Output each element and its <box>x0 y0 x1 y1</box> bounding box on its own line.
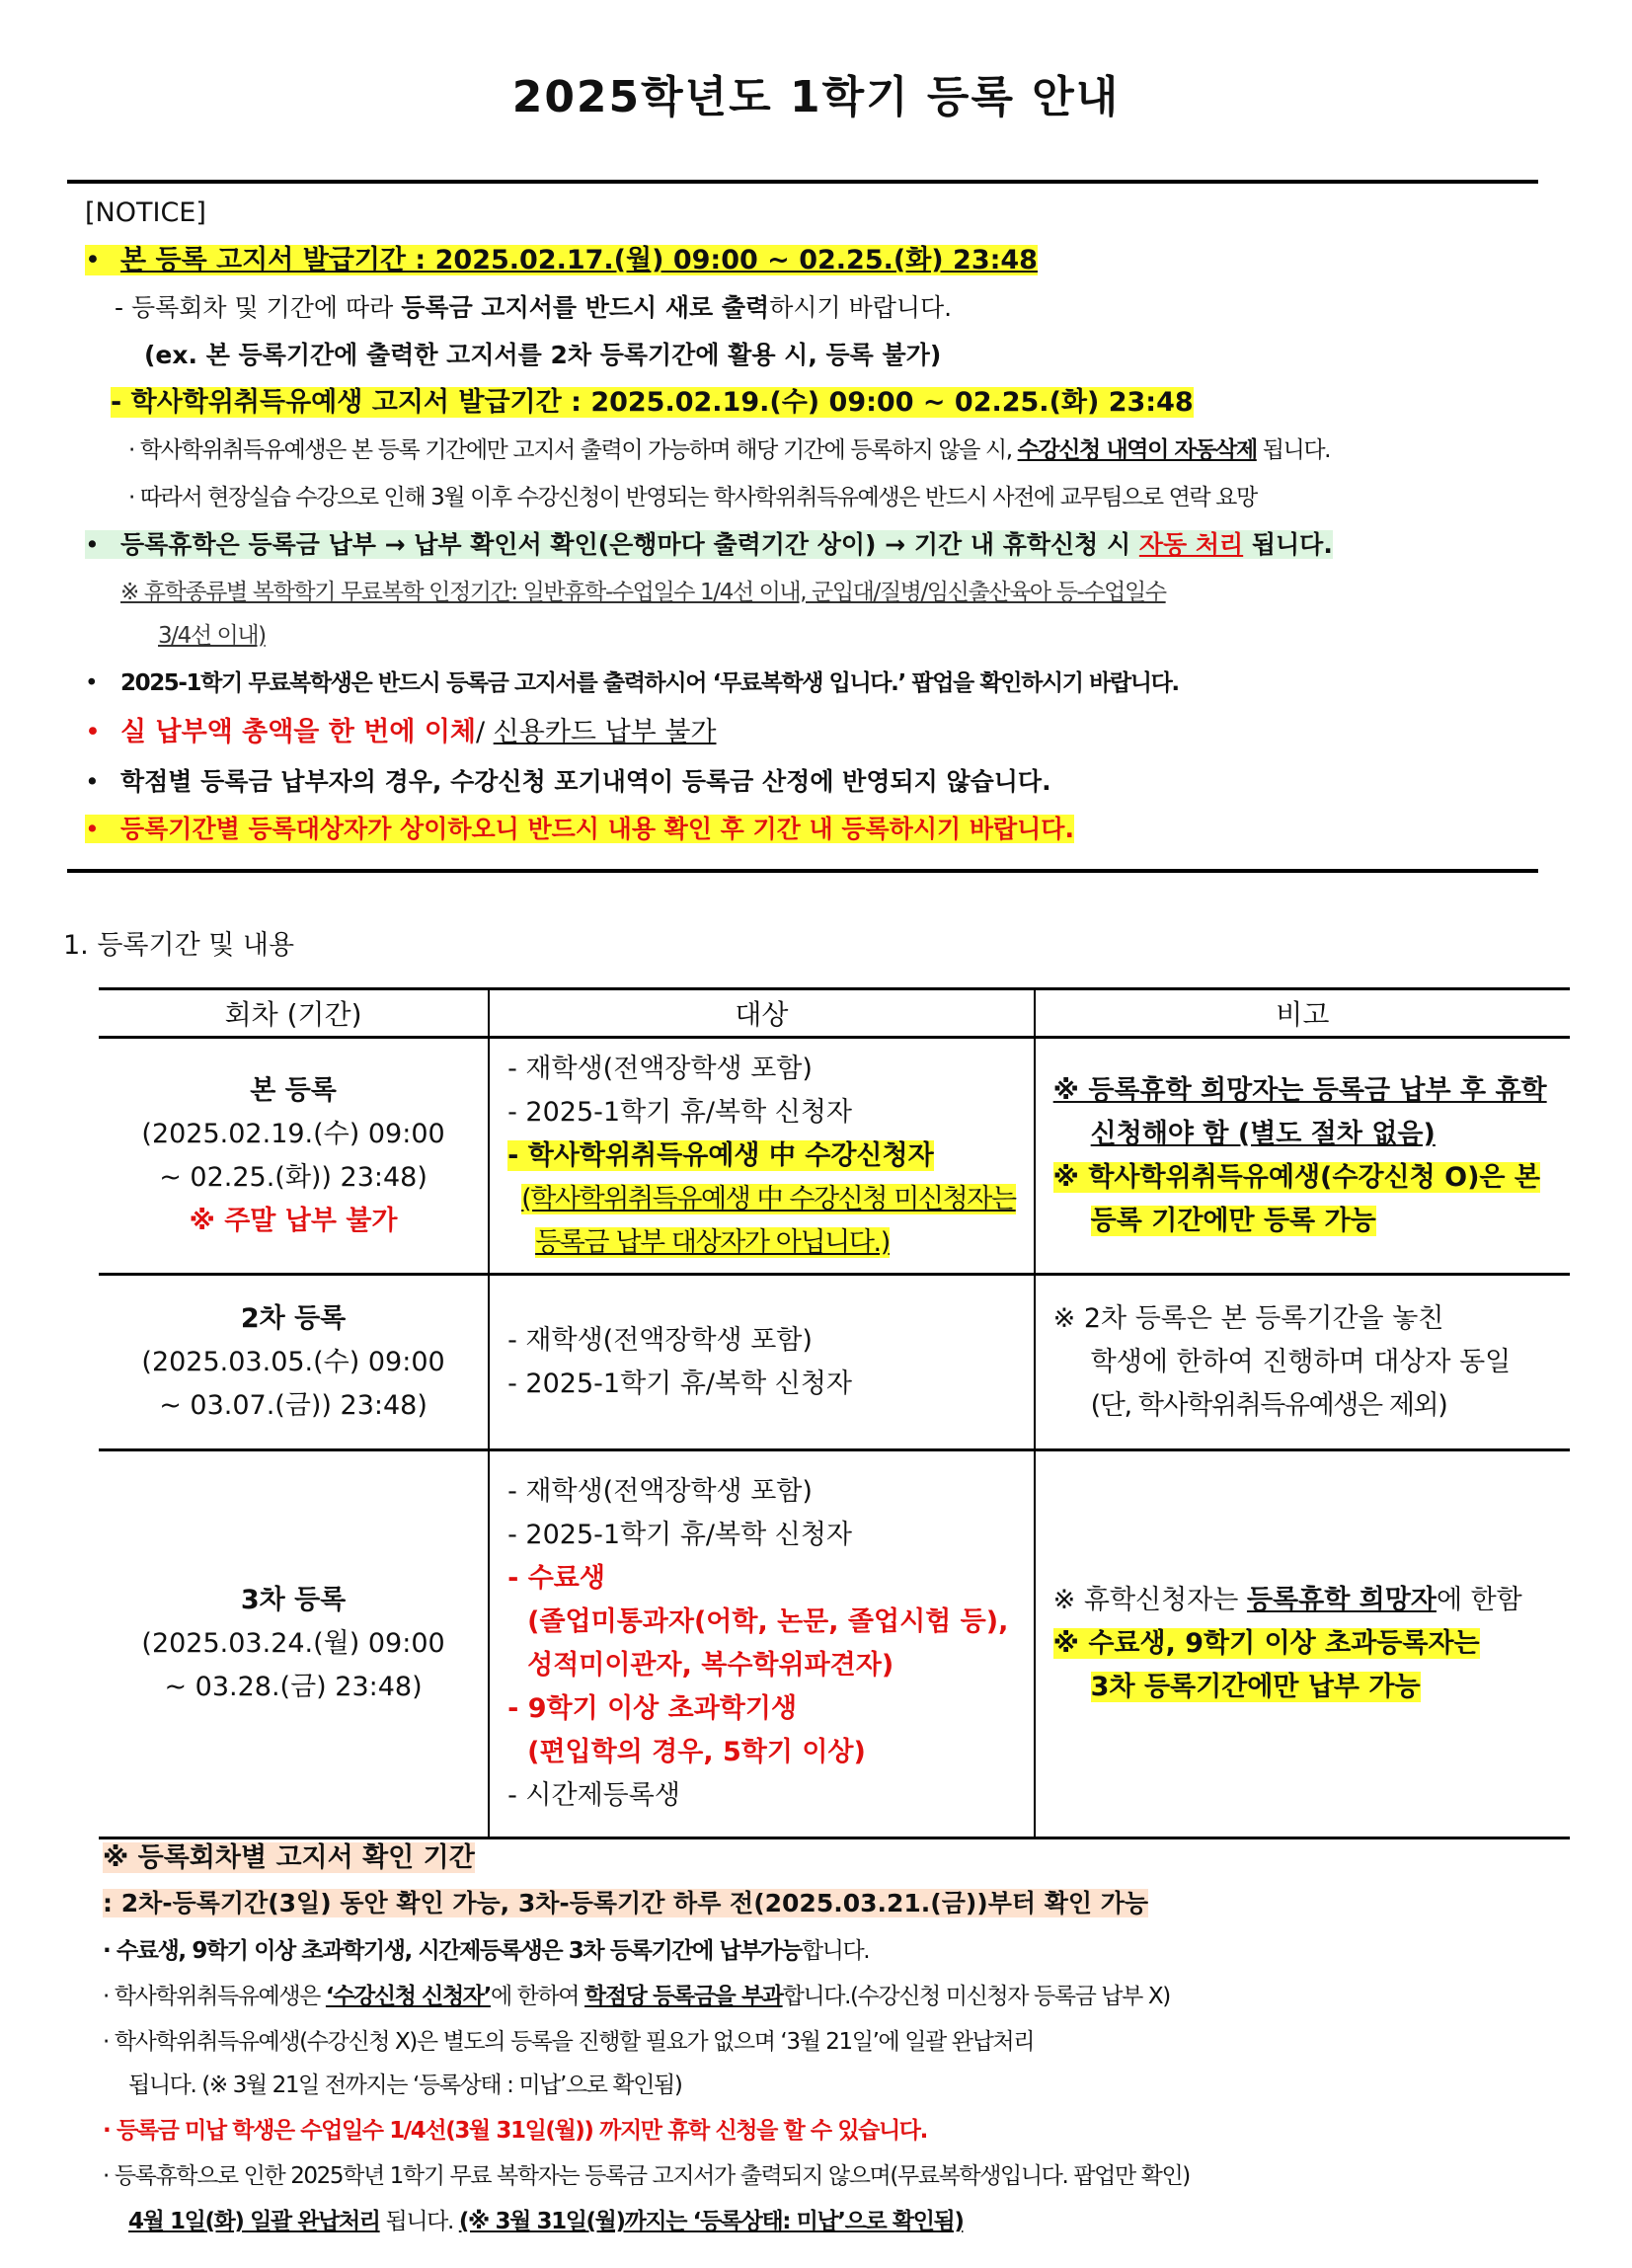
notice-example: (ex. 본 등록기간에 출력한 고지서를 2차 등록기간에 활용 시, 등록 불가) <box>144 341 942 369</box>
footer-note-completion: · 수료생, 9학기 이상 초과학기생, 시간제등록생은 3차 등록기간에 납부가능합니다. <box>103 1938 870 1964</box>
notice-deferral-note-1: · 학사학위취득유예생은 본 등록 기간에만 고지서 출력이 가능하며 해당 기간에 등록하지 않을 시, 수강신청 내역이 자동삭제 됩니다. <box>128 437 1331 463</box>
remarks-cell: ※ 휴학신청자는 등록휴학 희망자에 한함 ※ 수료생, 9학기 이상 초과등록자는 3차 등록기간에만 납부 가능 <box>1035 1450 1570 1838</box>
remarks-cell: ※ 2차 등록은 본 등록기간을 놓친 학생에 한하여 진행하며 대상자 동일 (단, 학사학위취득유예생은 제외) <box>1035 1275 1570 1450</box>
target-cell: - 재학생(전액장학생 포함) - 2025-1학기 휴/복학 신청자 - 학사학위취득유예생 中 수강신청자 (학사학위취득유예생 中 수강신청 미신청자는 등록금 납부 대상자가 아닙니다.) <box>489 1038 1035 1275</box>
notice-free-return-note: ※ 휴학종류별 복학학기 무료복학 인정기간: 일반휴학-수업일수 1/4선 이내, 군입대/질병/임신출산육아 등-수업일수 <box>120 580 1166 605</box>
period-cell: 3차 등록 (2025.03.24.(월) 09:00 ~ 03.28.(금) 23:48) <box>99 1450 489 1838</box>
footer-note-deferral: · 학사학위취득유예생은 ‘수강신청 신청자’에 한하여 학점당 등록금을 부과합니다.(수강신청 미신청자 등록금 납부 X) <box>103 1984 1170 2009</box>
footer-check-period-detail: : 2차-등록기간(3일) 동안 확인 가능, 3차-등록기간 하루 전(2025.03.21.(금))부터 확인 가능 <box>103 1889 1149 1917</box>
period-cell: 본 등록 (2025.02.19.(수) 09:00 ~ 02.25.(화)) 23:48) ※ 주말 납부 불가 <box>99 1038 489 1275</box>
header-period: 회차 (기간) <box>99 989 489 1038</box>
target-cell: - 재학생(전액장학생 포함) - 2025-1학기 휴/복학 신청자 - 수료생 (졸업미통과자(어학, 논문, 졸업시험 등), 성적미이관자, 복수학위파견자) - 9학기 이상 초과학기생 (편입학의 경우, 5학기 이상) - 시간제등록생 <box>489 1450 1035 1838</box>
section-heading: 1. 등록기간 및 내용 <box>63 930 295 961</box>
notice-free-return-note-cont: 3/4선 이내) <box>158 623 266 649</box>
notice-top-rule <box>67 180 1538 184</box>
footer-note-free-return-cont: 4월 1일(화) 일괄 완납처리 됩니다. (※ 3월 31일(월)까지는 ‘등록상태: 미납’으로 확인됨) <box>128 2209 964 2234</box>
notice-reprint-instruction: - 등록회차 및 기간에 따라 등록금 고지서를 반드시 새로 출력하시기 바랍니다. <box>115 293 953 322</box>
page-title: 2025학년도 1학기 등록 안내 <box>511 72 1121 122</box>
notice-item-issue-period: • 본 등록 고지서 발급기간 : 2025.02.17.(월) 09:00 ~ 02.25.(화) 23:48 <box>85 241 1038 280</box>
notice-target-differs: • 등록기간별 등록대상자가 상이하오니 반드시 내용 확인 후 기간 내 등록하시기 바랍니다. <box>85 815 1074 843</box>
table-row-second-registration <box>99 1275 1570 1450</box>
notice-credit-payment: • 학점별 등록금 납부자의 경우, 수강신청 포기내역이 등록금 산정에 반영되지 않습니다. <box>85 767 1051 796</box>
registration-table <box>99 987 1570 1839</box>
notice-leave-registration: • 등록휴학은 등록금 납부 → 납부 확인서 확인(은행마다 출력기간 상이) → 기간 내 휴학신청 시 자동 처리 됩니다. <box>85 530 1333 559</box>
footer-check-period-title: ※ 등록회차별 고지서 확인 기간 <box>103 1842 475 1873</box>
notice-deferral-note-2: · 따라서 현장실습 수강으로 인해 3월 이후 수강신청이 반영되는 학사학위취득유예생은 반드시 사전에 교무팀으로 연락 요망 <box>128 485 1257 510</box>
period-cell: 2차 등록 (2025.03.05.(수) 09:00 ~ 03.07.(금)) 23:48) <box>99 1275 489 1450</box>
notice-bottom-rule <box>67 869 1538 873</box>
notice-heading: [NOTICE] <box>85 197 206 228</box>
target-cell: - 재학생(전액장학생 포함) - 2025-1학기 휴/복학 신청자 <box>489 1275 1035 1450</box>
footer-note-free-return: · 등록휴학으로 인한 2025학년 1학기 무료 복학자는 등록금 고지서가 출력되지 않으며(무료복학생입니다. 팝업만 확인) <box>103 2163 1190 2189</box>
header-remarks: 비고 <box>1035 989 1570 1038</box>
footer-note-deferral-x-cont: 됩니다. (※ 3월 21일 전까지는 ‘등록상태 : 미납’으로 확인됨) <box>128 2072 682 2098</box>
notice-deferral-period: - 학사학위취득유예생 고지서 발급기간 : 2025.02.19.(수) 09:00 ~ 02.25.(화) 23:48 <box>111 387 1194 418</box>
notice-free-return-popup: • 2025-1학기 무료복학생은 반드시 등록금 고지서를 출력하시어 ‘무료복학생 입니다.’ 팝업을 확인하시기 바랍니다. <box>85 670 1179 696</box>
header-target: 대상 <box>489 989 1035 1038</box>
table-row-main-registration <box>99 1038 1570 1275</box>
footer-note-deferral-x: · 학사학위취득유예생(수강신청 X)은 별도의 등록을 진행할 필요가 없으며 ‘3월 21일’에 일괄 완납처리 <box>103 2029 1035 2055</box>
table-row-third-registration <box>99 1450 1570 1838</box>
remarks-cell: ※ 등록휴학 희망자는 등록금 납부 후 휴학 신청해야 함 (별도 절차 없음) ※ 학사학위취득유예생(수강신청 O)은 본 등록 기간에만 등록 가능 <box>1035 1038 1570 1275</box>
bullet: • <box>85 245 101 275</box>
notice-payment-method: • 실 납부액 총액을 한 번에 이체/ 신용카드 납부 불가 <box>85 717 717 747</box>
footer-note-unpaid-leave: · 등록금 미납 학생은 수업일수 1/4선(3월 31일(월)) 까지만 휴학 신청을 할 수 있습니다. <box>103 2118 927 2144</box>
